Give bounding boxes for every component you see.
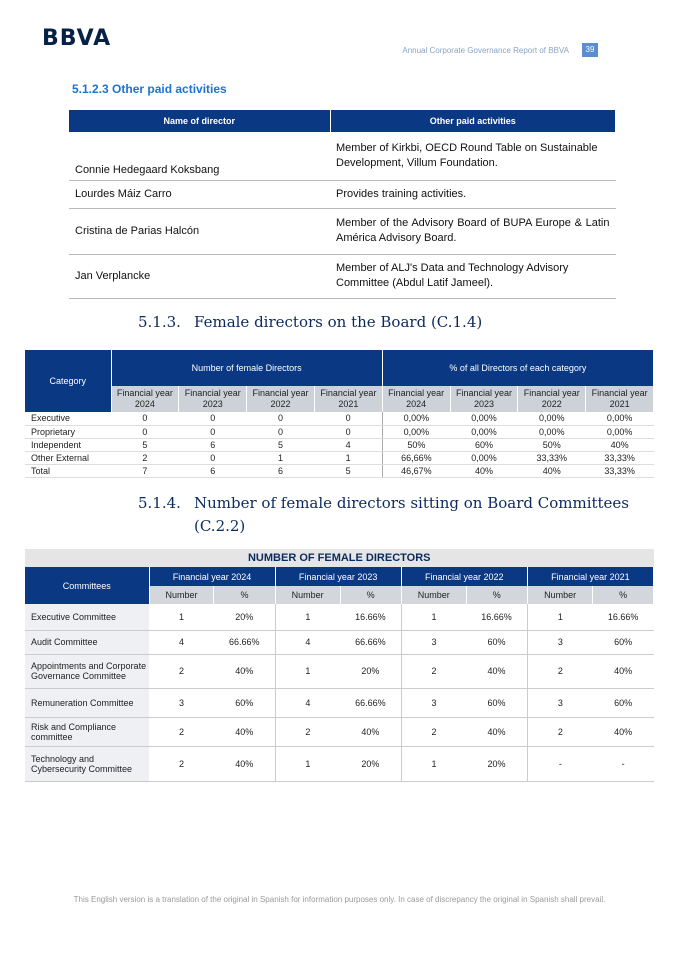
sub-header-number: Number [275,586,340,604]
cell: 2 [149,746,214,781]
cell: 0 [247,425,315,438]
cell: 20% [340,746,401,781]
cell: 16.66% [340,604,401,630]
cell: 1 [275,746,340,781]
cell: 40% [593,717,654,746]
cell: - [527,746,593,781]
col-name-of-director: Name of director [69,110,330,132]
cell: 20% [340,654,401,688]
cell: 66.66% [340,630,401,654]
group-percent-directors: % of all Directors of each category [382,350,653,386]
cell: 2 [527,654,593,688]
cell: 1 [149,604,214,630]
cell: 0,00% [586,425,654,438]
cell: 1 [401,604,466,630]
table-row [25,746,654,781]
cell: 1 [527,604,593,630]
cell: 60% [214,688,275,717]
cell: 2 [401,654,466,688]
cell: 3 [401,630,466,654]
cell: 40% [593,654,654,688]
year-header: Financial year 2023 [179,386,247,412]
sub-header-number: Number [527,586,593,604]
cell: 4 [275,630,340,654]
year-header: Financial year 2021 [586,386,654,412]
cell: 60% [450,438,518,451]
table-row [25,688,654,717]
sub-header-number: Number [149,586,214,604]
cell: 3 [527,630,593,654]
table-row [25,438,654,451]
section-514-number: 5.1.4. [138,494,181,512]
committee-name: Technology and Cybersecurity Committee [25,746,149,781]
director-activities: Member of ALJ's Data and Technology Advisory Committee (Abdul Latif Jameel). [330,254,616,298]
sub-header-percent: % [340,586,401,604]
cell: 0,00% [382,412,450,425]
cell: 2 [149,654,214,688]
category-label: Independent [25,438,111,451]
female-directors-committees-table [25,549,654,782]
director-name: Cristina de Parias Halcón [69,208,330,254]
section-513-number: 5.1.3. [138,313,181,331]
cell: 6 [247,464,315,477]
committee-name: Executive Committee [25,604,149,630]
cell: 0 [111,412,179,425]
cell: 4 [275,688,340,717]
cell: 60% [466,630,527,654]
table-row [25,630,654,654]
cell: 2 [111,451,179,464]
cell: 46,67% [382,464,450,477]
cell: 0 [179,451,247,464]
cell: 5 [111,438,179,451]
report-title: Annual Corporate Governance Report of BBVA [402,46,569,55]
section-514-title: Number of female directors sitting on Board Committees (C.2.2) [194,494,629,535]
page-number: 39 [582,43,598,57]
cell: 0,00% [450,451,518,464]
cell: - [593,746,654,781]
cell: 3 [149,688,214,717]
director-name: Connie Hedegaard Koksbang [69,132,330,180]
cell: 40% [214,717,275,746]
category-label: Total [25,464,111,477]
year-header: Financial year 2024 [382,386,450,412]
cell: 6 [179,464,247,477]
cell: 0,00% [450,425,518,438]
year-header: Financial year 2023 [275,567,401,586]
table-row-total [25,464,654,477]
cell: 2 [275,717,340,746]
cell: 40% [340,717,401,746]
cell: 1 [275,654,340,688]
sub-header-percent: % [466,586,527,604]
cell: 60% [593,630,654,654]
cell: 1 [314,451,382,464]
year-header: Financial year 2021 [527,567,653,586]
cell: 5 [314,464,382,477]
cell: 4 [149,630,214,654]
cell: 0 [314,425,382,438]
cell: 66,66% [382,451,450,464]
cell: 0,00% [450,412,518,425]
director-activities: Provides training activities. [330,180,616,208]
table-row [25,717,654,746]
category-header: Category [25,350,111,412]
category-label: Proprietary [25,425,111,438]
cell: 0 [179,425,247,438]
cell: 40% [466,654,527,688]
cell: 2 [527,717,593,746]
committee-name: Remuneration Committee [25,688,149,717]
sub-header-percent: % [214,586,275,604]
cell: 16.66% [466,604,527,630]
cell: 1 [275,604,340,630]
section-513-title: Female directors on the Board (C.1.4) [194,313,483,331]
cell: 0,00% [586,412,654,425]
cell: 4 [314,438,382,451]
cell: 6 [179,438,247,451]
cell: 2 [401,717,466,746]
year-header: Financial year 2024 [111,386,179,412]
cell: 5 [247,438,315,451]
cell: 66.66% [340,688,401,717]
sub-header-percent: % [593,586,654,604]
table-row [25,654,654,688]
cell: 7 [111,464,179,477]
col-other-paid-activities: Other paid activities [330,110,616,132]
table-caption: NUMBER OF FEMALE DIRECTORS [25,549,654,567]
cell: 0 [247,412,315,425]
table-row [25,412,654,425]
committee-name: Appointments and Corporate Governance Committee [25,654,149,688]
year-header: Financial year 2024 [149,567,275,586]
committees-header: Committees [25,567,149,604]
table-row [25,451,654,464]
cell: 1 [401,746,466,781]
cell: 0 [179,412,247,425]
cell: 0 [111,425,179,438]
director-name: Jan Verplancke [69,254,330,298]
committee-name: Risk and Compliance committee [25,717,149,746]
cell: 40% [214,654,275,688]
cell: 33,33% [586,464,654,477]
director-activities: Member of Kirkbi, OECD Round Table on Sustainable Development, Villum Foundation. [330,132,616,180]
cell: 40% [518,464,586,477]
table-row [25,604,654,630]
section-513-heading [138,313,638,331]
year-header: Financial year 2022 [247,386,315,412]
director-activities: Member of the Advisory Board of BUPA Europe & Latin América Advisory Board. [330,208,616,254]
cell: 60% [466,688,527,717]
cell: 0 [314,412,382,425]
cell: 33,33% [518,451,586,464]
cell: 20% [466,746,527,781]
cell: 0,00% [518,425,586,438]
year-header: Financial year 2022 [401,567,527,586]
cell: 3 [401,688,466,717]
cell: 60% [593,688,654,717]
cell: 1 [247,451,315,464]
sub-header-number: Number [401,586,466,604]
cell: 40% [466,717,527,746]
year-header: Financial year 2022 [518,386,586,412]
year-header: Financial year 2023 [450,386,518,412]
female-directors-board-table [25,350,654,478]
cell: 20% [214,604,275,630]
cell: 16.66% [593,604,654,630]
cell: 40% [214,746,275,781]
committee-name: Audit Committee [25,630,149,654]
cell: 2 [149,717,214,746]
bbva-logo: BBVA [42,26,112,51]
table-row [25,425,654,438]
category-label: Executive [25,412,111,425]
cell: 3 [527,688,593,717]
section-5123-title: 5.1.2.3 Other paid activities [72,82,227,96]
other-paid-activities-table [69,110,616,299]
cell: 50% [518,438,586,451]
cell: 0,00% [382,425,450,438]
year-header: Financial year 2021 [314,386,382,412]
cell: 66.66% [214,630,275,654]
cell: 33,33% [586,451,654,464]
cell: 40% [586,438,654,451]
group-number-female-directors: Number of female Directors [111,350,382,386]
footer-disclaimer: This English version is a translation of the original in Spanish for information purposes only. In case of discrepancy the original in Spanish shall prevail. [73,895,606,904]
category-label: Other External [25,451,111,464]
section-514-heading [138,492,638,538]
cell: 40% [450,464,518,477]
cell: 0,00% [518,412,586,425]
cell: 50% [382,438,450,451]
director-name: Lourdes Máiz Carro [69,180,330,208]
